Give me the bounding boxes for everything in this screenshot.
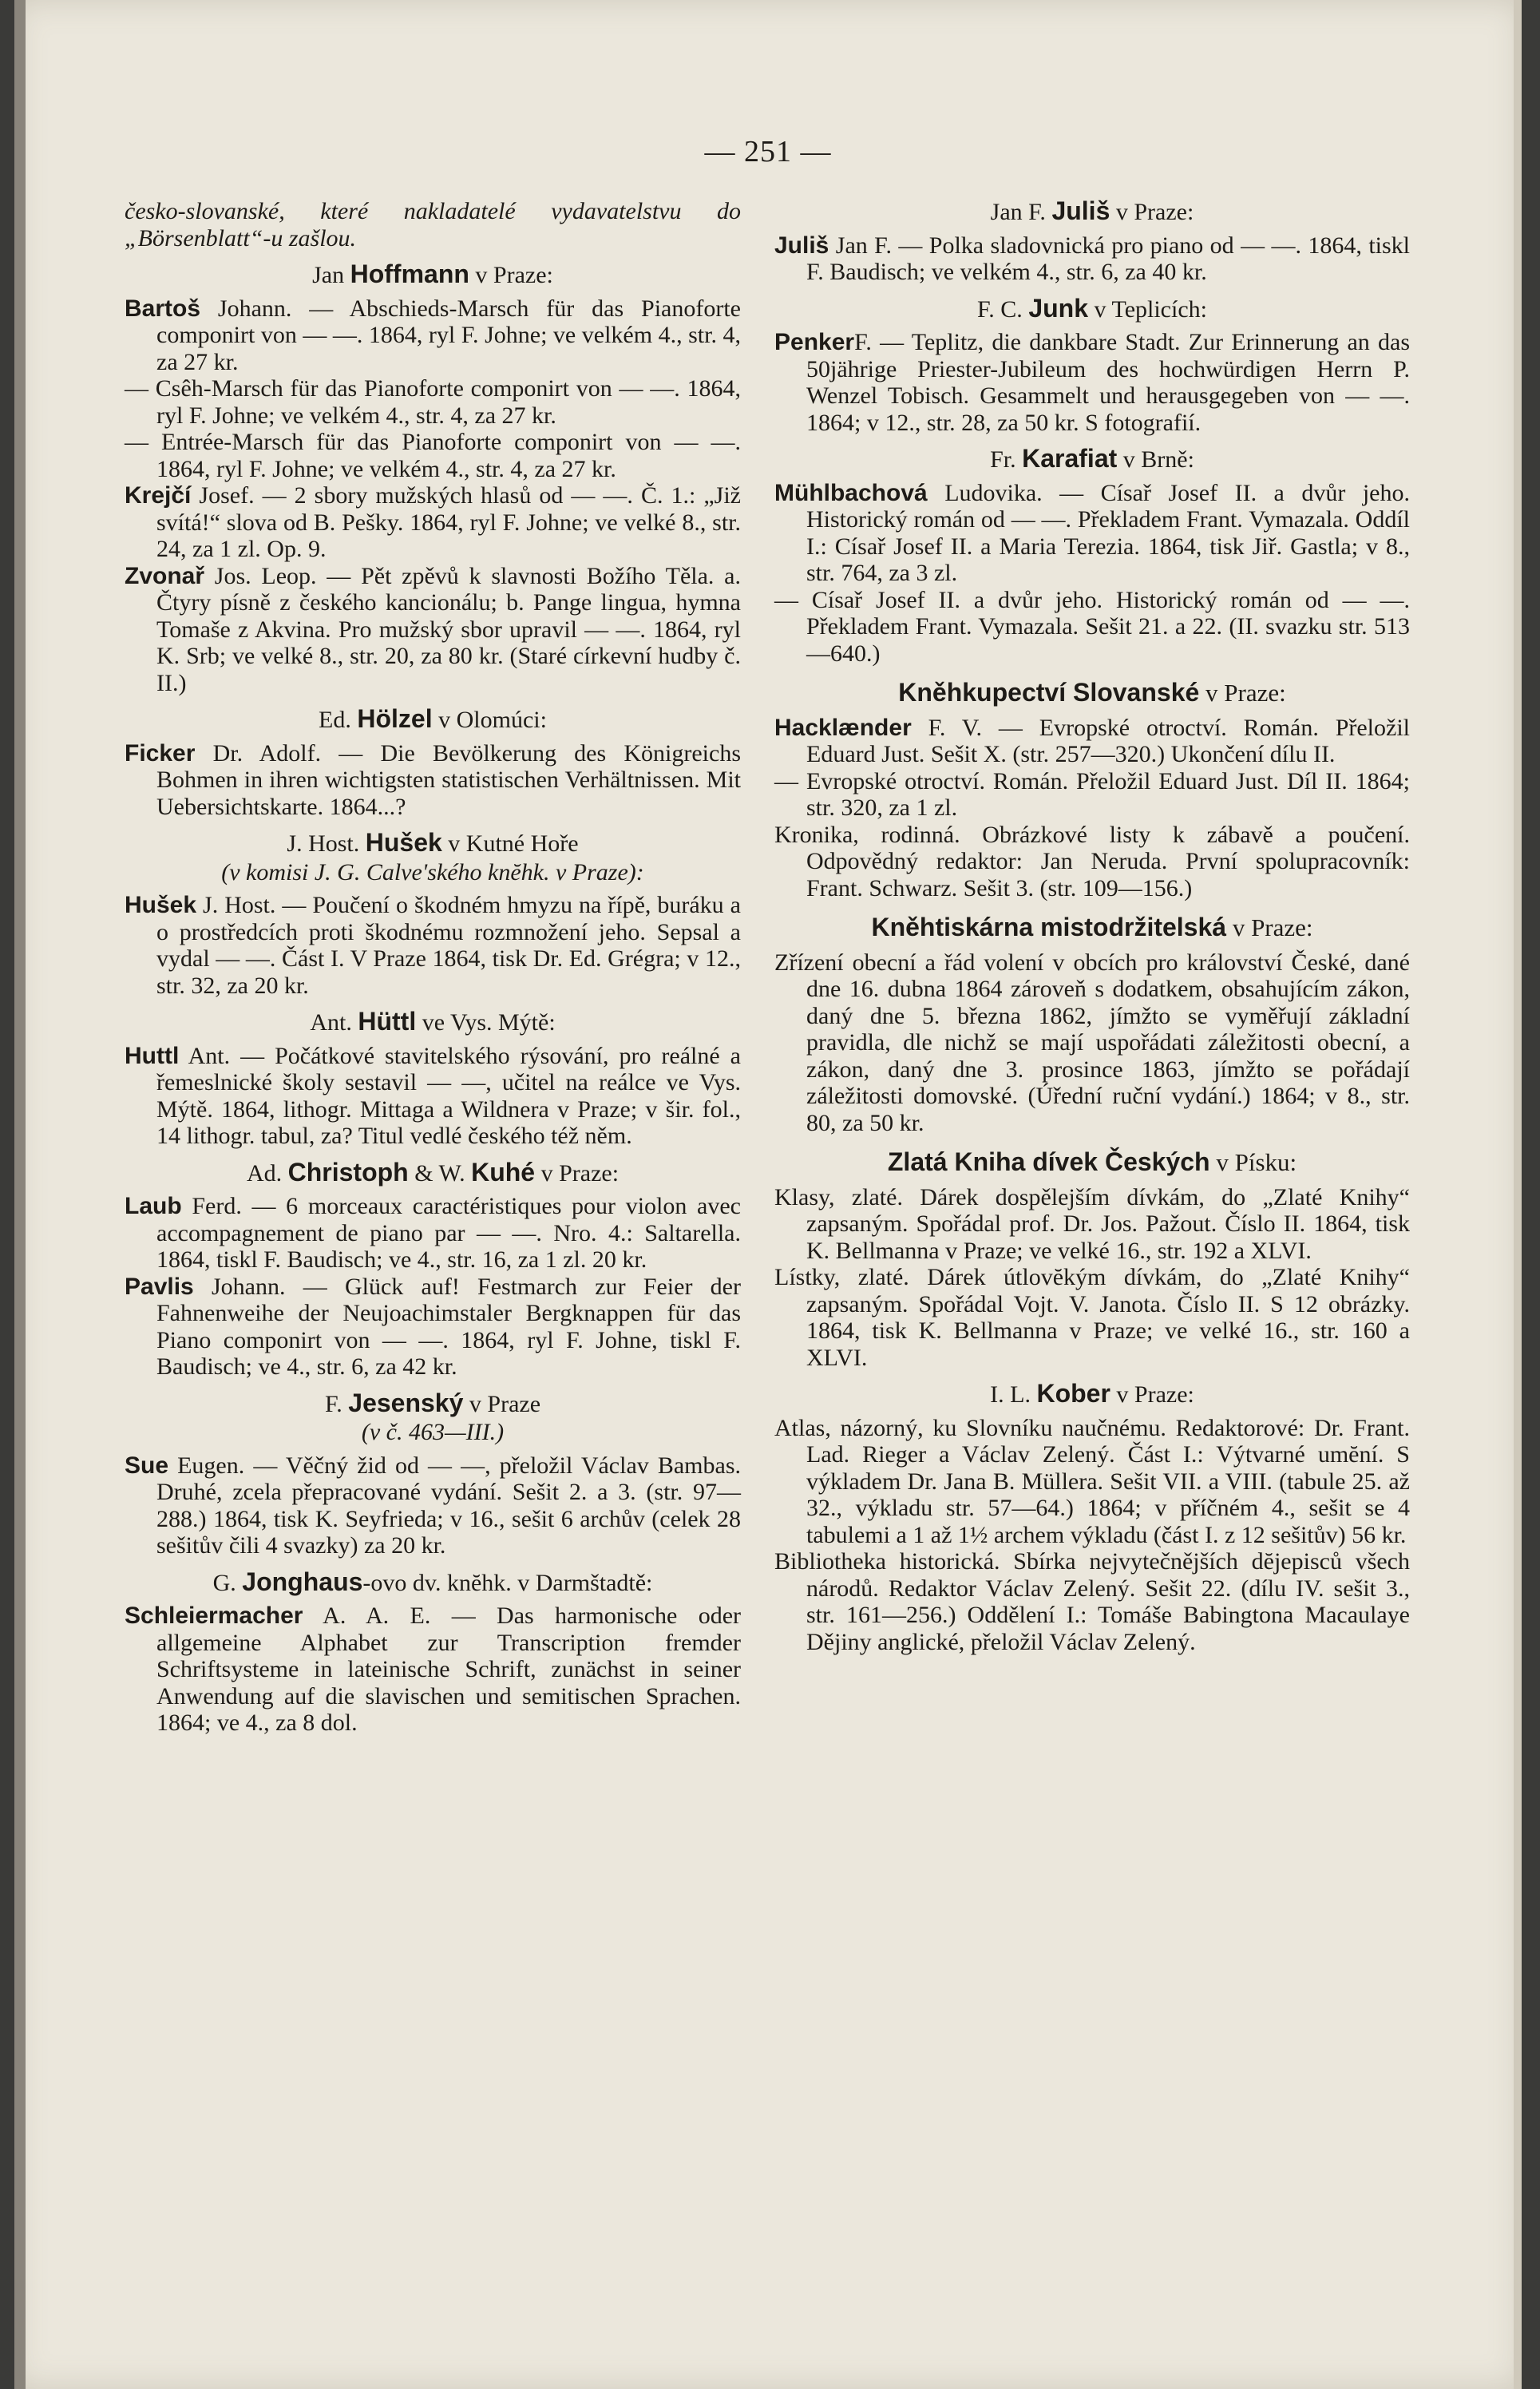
entry: Juliš Jan F. — Polka sladovnická pro piano od — —. 1864, tiskl F. Baudisch; ve velkém 4., str. 6, za 40 kr. xyxy=(774,232,1410,285)
publisher-heading: Zlatá Kniha dívek Českých v Písku: xyxy=(887,1147,1297,1176)
entry: Schleiermacher A. A. E. — Das harmonische oder allgemeine Alphabet zur Transcription fremder Schriftsysteme in lateinische Schrift, zunächst in seiner Anwendung auf die slavischen und semitischen Sprachen. 1864; ve 4., za 8 dol. xyxy=(125,1603,741,1736)
entry: — Evropské otroctví. Román. Přeložil Eduard Just. Díl II. 1864; str. 320, za 1 zl. xyxy=(774,767,1410,821)
entry: Bartoš Johann. — Abschieds-Marsch für das Pianoforte componirt von — —. 1864, ryl F. Johne; ve velkém 4., str. 4, za 27 kr. xyxy=(125,295,741,375)
page-number: — 251 — xyxy=(704,135,832,168)
entry: Zvonař Jos. Leop. — Pět zpěvů k slavnosti Božího Těla. a. Čtyry písně z českého kancionálu; b. Pange lingua, hymna Tomaše z Akvina. Pro mužský sbor upravil — —. 1864, ryl K. Srb; ve velké 8., str. 20, za 80 kr. (Staré církevní hudby č. II.) xyxy=(125,562,741,696)
publisher-note: (v č. 463—III.) xyxy=(361,1419,505,1445)
publisher-note: (v komisi J. G. Calve'ského knĕhk. v Praze): xyxy=(221,858,644,885)
entry: — Csêh-Marsch für das Pianoforte componirt von — —. 1864, ryl F. Johne; ve velkém 4., str. 4, za 27 kr. xyxy=(125,375,741,429)
entry: Zřízení obecní a řád volení v obcích pro království České, dané dne 16. dubna 1864 zároveň s dodatkem, obsahujícím zákon, daný dne 5. března 1862, jímžto se vyměřují základní pravidla, dle nichž se mají uspořádati záležitosti obecní, a zákon, daný dne 3. prosince 1863, jímžto se pořádají záležitosti domovské. (Úřední ruční vydání.) 1864; v 8., str. 80, za 50 kr. xyxy=(774,949,1410,1136)
publisher-heading: Jan Hoffmann v Praze: xyxy=(312,260,553,288)
publisher-heading: Ed. Hölzel v Olomúci: xyxy=(319,704,547,733)
entry: Klasy, zlaté. Dárek dospělejším dívkám, do „Zlaté Knihy“ zapsaným. Spořádal prof. Dr. Jos. Pažout. Číslo II. 1864, tisk K. Bellmanna v Praze; ve velké 16., str. 192 a XLVI. xyxy=(774,1183,1410,1264)
book-page xyxy=(14,0,1522,2389)
entry: Hušek J. Host. — Poučení o škodném hmyzu na řípě, buráku a o prostředcích proti škodnému rozmnožení jeho. Sepsal a vydal — —. Část I. V Praze 1864, tisk Dr. Ed. Grégra; v 12., str. 32, za 20 kr. xyxy=(125,892,741,999)
entry: Mühlbachová Ludovika. — Císař Josef II. a dvůr jeho. Historický román od — —. Překladem Frant. Vymazala. Oddíl I.: Císař Josef II. a Maria Terezia. 1864, tisk Jiř. Gastla; v 8., str. 764, za 3 zl. xyxy=(774,479,1410,586)
entry: Bibliotheka historická. Sbírka nejvytečnějších dĕjepisců všech národů. Redaktor Václav Zelený. Sešit 22. (dílu IV. sešit 3., str. 161—256.) Oddělení I.: Tomáše Babingtona Macaulaye Dějiny anglické, přeložil Václav Zelený. xyxy=(774,1548,1410,1655)
publisher-heading: Ad. Christoph & W. Kuhé v Praze: xyxy=(246,1157,620,1187)
publisher-heading: G. Jonghaus-ovo dv. knĕhk. v Darmštadtě: xyxy=(212,1567,653,1596)
entry: Hacklænder F. V. — Evropské otroctví. Román. Přeložil Eduard Just. Sešit X. (str. 257—320.) Ukončení dílu II. xyxy=(774,714,1410,767)
entry: — Císař Josef II. a dvůr jeho. Historický román od — —. Překladem Frant. Vymazala. Sešit 21. a 22. (II. svazku str. 513—640.) xyxy=(774,586,1410,667)
publisher-heading: Ant. Hüttl ve Vys. Mýtě: xyxy=(310,1007,556,1036)
publisher-heading: Jan F. Jul͏iš v Praze: xyxy=(990,196,1194,225)
entry: PenkerF. — Teplitz, die dankbare Stadt. Zur Erinnerung an das 50jährige Priester-Jubileum des hochwürdigen Herrn P. Wenzel Tobisch. Gesammelt und herausgegeben von — —. 1864; v 12., str. 28, za 50 kr. S fotografií. xyxy=(774,329,1410,436)
entry: Huttl Ant. — Počátkové stavitelského rýsování, pro reálné a řemeslnické školy sestavil — —, učitel na reálce ve Vys. Mýtě. 1864, lithogr. Mittaga a Wildnera v Praze; v šir. fol., 14 lithogr. tabul, za? Titul vedlé českého též něm. xyxy=(125,1042,741,1149)
right-column xyxy=(774,198,1410,1655)
book-spine xyxy=(14,0,26,2389)
entry: — Entrée-Marsch für das Pianoforte componirt von — —. 1864, ryl F. Johne; ve velkém 4., str. 4, za 27 kr. xyxy=(125,429,741,482)
publisher-heading: Kněhkupectví Slovanské v Praze: xyxy=(898,678,1286,707)
entry: Atlas, názorný, ku Slovníku naučnému. Redaktorové: Dr. Frant. Lad. Rieger a Václav Zelený. Část I.: Výtvarné umĕní. S výkladem Dr. Jana B. Müllera. Sešit VII. a VIII. (tabule 25. až 32., výkladu str. 57—64.) 1864; v příčném 4., sešit se 4 tabulemi a 1 až 1½ archem výkladu (část I. z 12 sešitův) 56 kr. xyxy=(774,1414,1410,1548)
entry: Kronika, rodinná. Obrázkové listy k zábavě a poučení. Odpovědný redaktor: Jan Neruda. První spolupracovník: Frant. Schwarz. Sešit 3. (str. 109—156.) xyxy=(774,821,1410,901)
entry: Ficker Dr. Adolf. — Die Bevölkerung des Königreichs Bohmen in ihren wichtigsten statistischen Verhältnissen. Mit Uebersichtskarte. 1864...? xyxy=(125,739,741,820)
left-column xyxy=(125,198,741,1737)
entry: Lístky, zlaté. Dárek útlovĕkým dívkám, do „Zlaté Knihy“ zapsaným. Spořádal Vojt. V. Janota. Číslo II. S 12 obrázky. 1864, tisk K. Bellmanna v Praze; ve velké 16., str. 160 a XLVI. xyxy=(774,1264,1410,1371)
publisher-heading: Fr. Karafiat v Brně: xyxy=(990,444,1194,473)
entry: Krejčí Josef. — 2 sbory mužských hlasů od — —. Č. 1.: „Již svítá!“ slova od B. Pešky. 1864, ryl F. Johne; ve velké 8., str. 24, za 1 zl. Op. 9. xyxy=(125,482,741,562)
page-edge xyxy=(1514,0,1522,2389)
publisher-heading: F. C. Junk v Teplicích: xyxy=(977,293,1207,323)
publisher-heading: F. Jesenský v Praze xyxy=(324,1388,541,1417)
entry: Pavlis Johann. — Glück auf! Festmarch zur Feier der Fahnenweihe der Neujoachimstaler Bergknappen für das Piano componirt von — —. 1864, ryl F. Johne, tiskl F. Baudisch; ve 4., str. 6, za 42 kr. xyxy=(125,1273,741,1380)
publisher-heading: I. L. Kober v Praze: xyxy=(990,1379,1194,1408)
publisher-heading: J. Host. Hušek v Kutné Hoře xyxy=(287,828,579,857)
entry: Laub Ferd. — 6 morceaux caractéristiques pour violon avec accompagnement de piano par — —. Nro. 4.: Saltarella. 1864, tiskl F. Baudisch; ve 4., str. 16, za 1 zl. 20 kr. xyxy=(125,1193,741,1273)
publisher-heading: Kněhtiskárna mistodržitelská v Praze: xyxy=(871,913,1313,941)
entry: Sue Eugen. — Věčný žid od — —, přeložil Václav Bambas. Druhé, zcela přepracované vydání. Sešit 2. a 3. (str. 97—288.) 1864, tisk K. Seyfrieda; v 16., sešit 6 archův (celek 28 sešitův čili 4 svazky) za 20 kr. xyxy=(125,1452,741,1559)
intro-text: česko-slovanské, které nakladatelé vydavatelstvu do „Börsenblatt“-u zašlou. xyxy=(125,198,741,252)
